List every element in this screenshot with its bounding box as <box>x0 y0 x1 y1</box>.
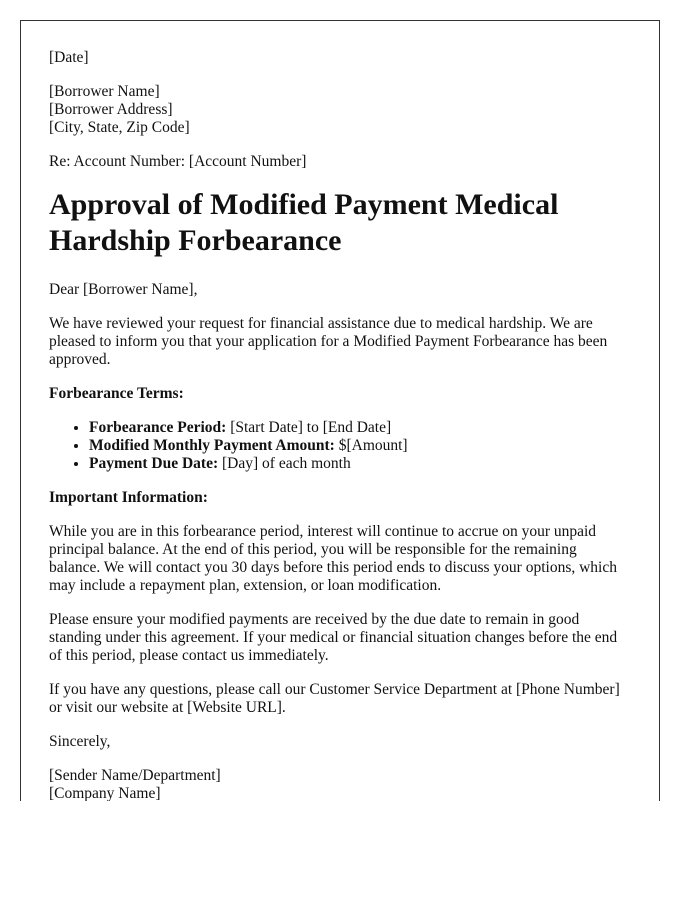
term-value: [Day] of each month <box>218 455 351 472</box>
term-value: [Start Date] to [End Date] <box>226 419 392 436</box>
term-label: Payment Due Date: <box>89 455 219 472</box>
signature-block <box>49 767 631 801</box>
intro-paragraph: We have reviewed your request for financial assistance due to medical hardship. We are pleased to inform you that your application for a Modified Payment Forbearance has been approved. <box>49 315 608 368</box>
list-item <box>89 419 631 437</box>
list-item <box>89 455 631 473</box>
term-value: $[Amount] <box>334 437 408 454</box>
sender-name: [Sender Name/Department] <box>49 767 221 784</box>
letter-title: Approval of Modified Payment Medical Hardship Forbearance <box>49 188 559 257</box>
contact-paragraph: If you have any questions, please call our Customer Service Department at [Phone Number] or visit our website at [Website URL]. <box>49 681 620 716</box>
borrower-city-state-zip: [City, State, Zip Code] <box>49 119 190 136</box>
borrower-address: [Borrower Address] <box>49 101 173 118</box>
terms-list <box>49 419 631 473</box>
salutation: Dear [Borrower Name], <box>49 281 198 298</box>
good-standing-paragraph: Please ensure your modified payments are received by the due date to remain in good standing under this agreement. If your medical or financial situation changes before the end of this period, please contact us immediately. <box>49 611 618 664</box>
re-line: Re: Account Number: [Account Number] <box>49 153 307 170</box>
important-heading: Important Information: <box>49 489 208 506</box>
interest-paragraph: While you are in this forbearance period, interest will continue to accrue on your unpaid principal balance. At the end of this period, you will be responsible for the remaining balance. We will contact you 30 days before this period ends to discuss your options, which may include a repayment plan, extension, or loan modification. <box>49 523 617 594</box>
borrower-name: [Borrower Name] <box>49 83 160 100</box>
list-item <box>89 437 631 455</box>
letter-date: [Date] <box>49 49 89 66</box>
terms-heading: Forbearance Terms: <box>49 385 184 402</box>
company-name: [Company Name] <box>49 785 161 801</box>
sign-off: Sincerely, <box>49 733 111 750</box>
letter-document <box>20 20 660 801</box>
term-label: Modified Monthly Payment Amount: <box>89 437 335 454</box>
borrower-address-block <box>49 83 631 137</box>
term-label: Forbearance Period: <box>89 419 227 436</box>
